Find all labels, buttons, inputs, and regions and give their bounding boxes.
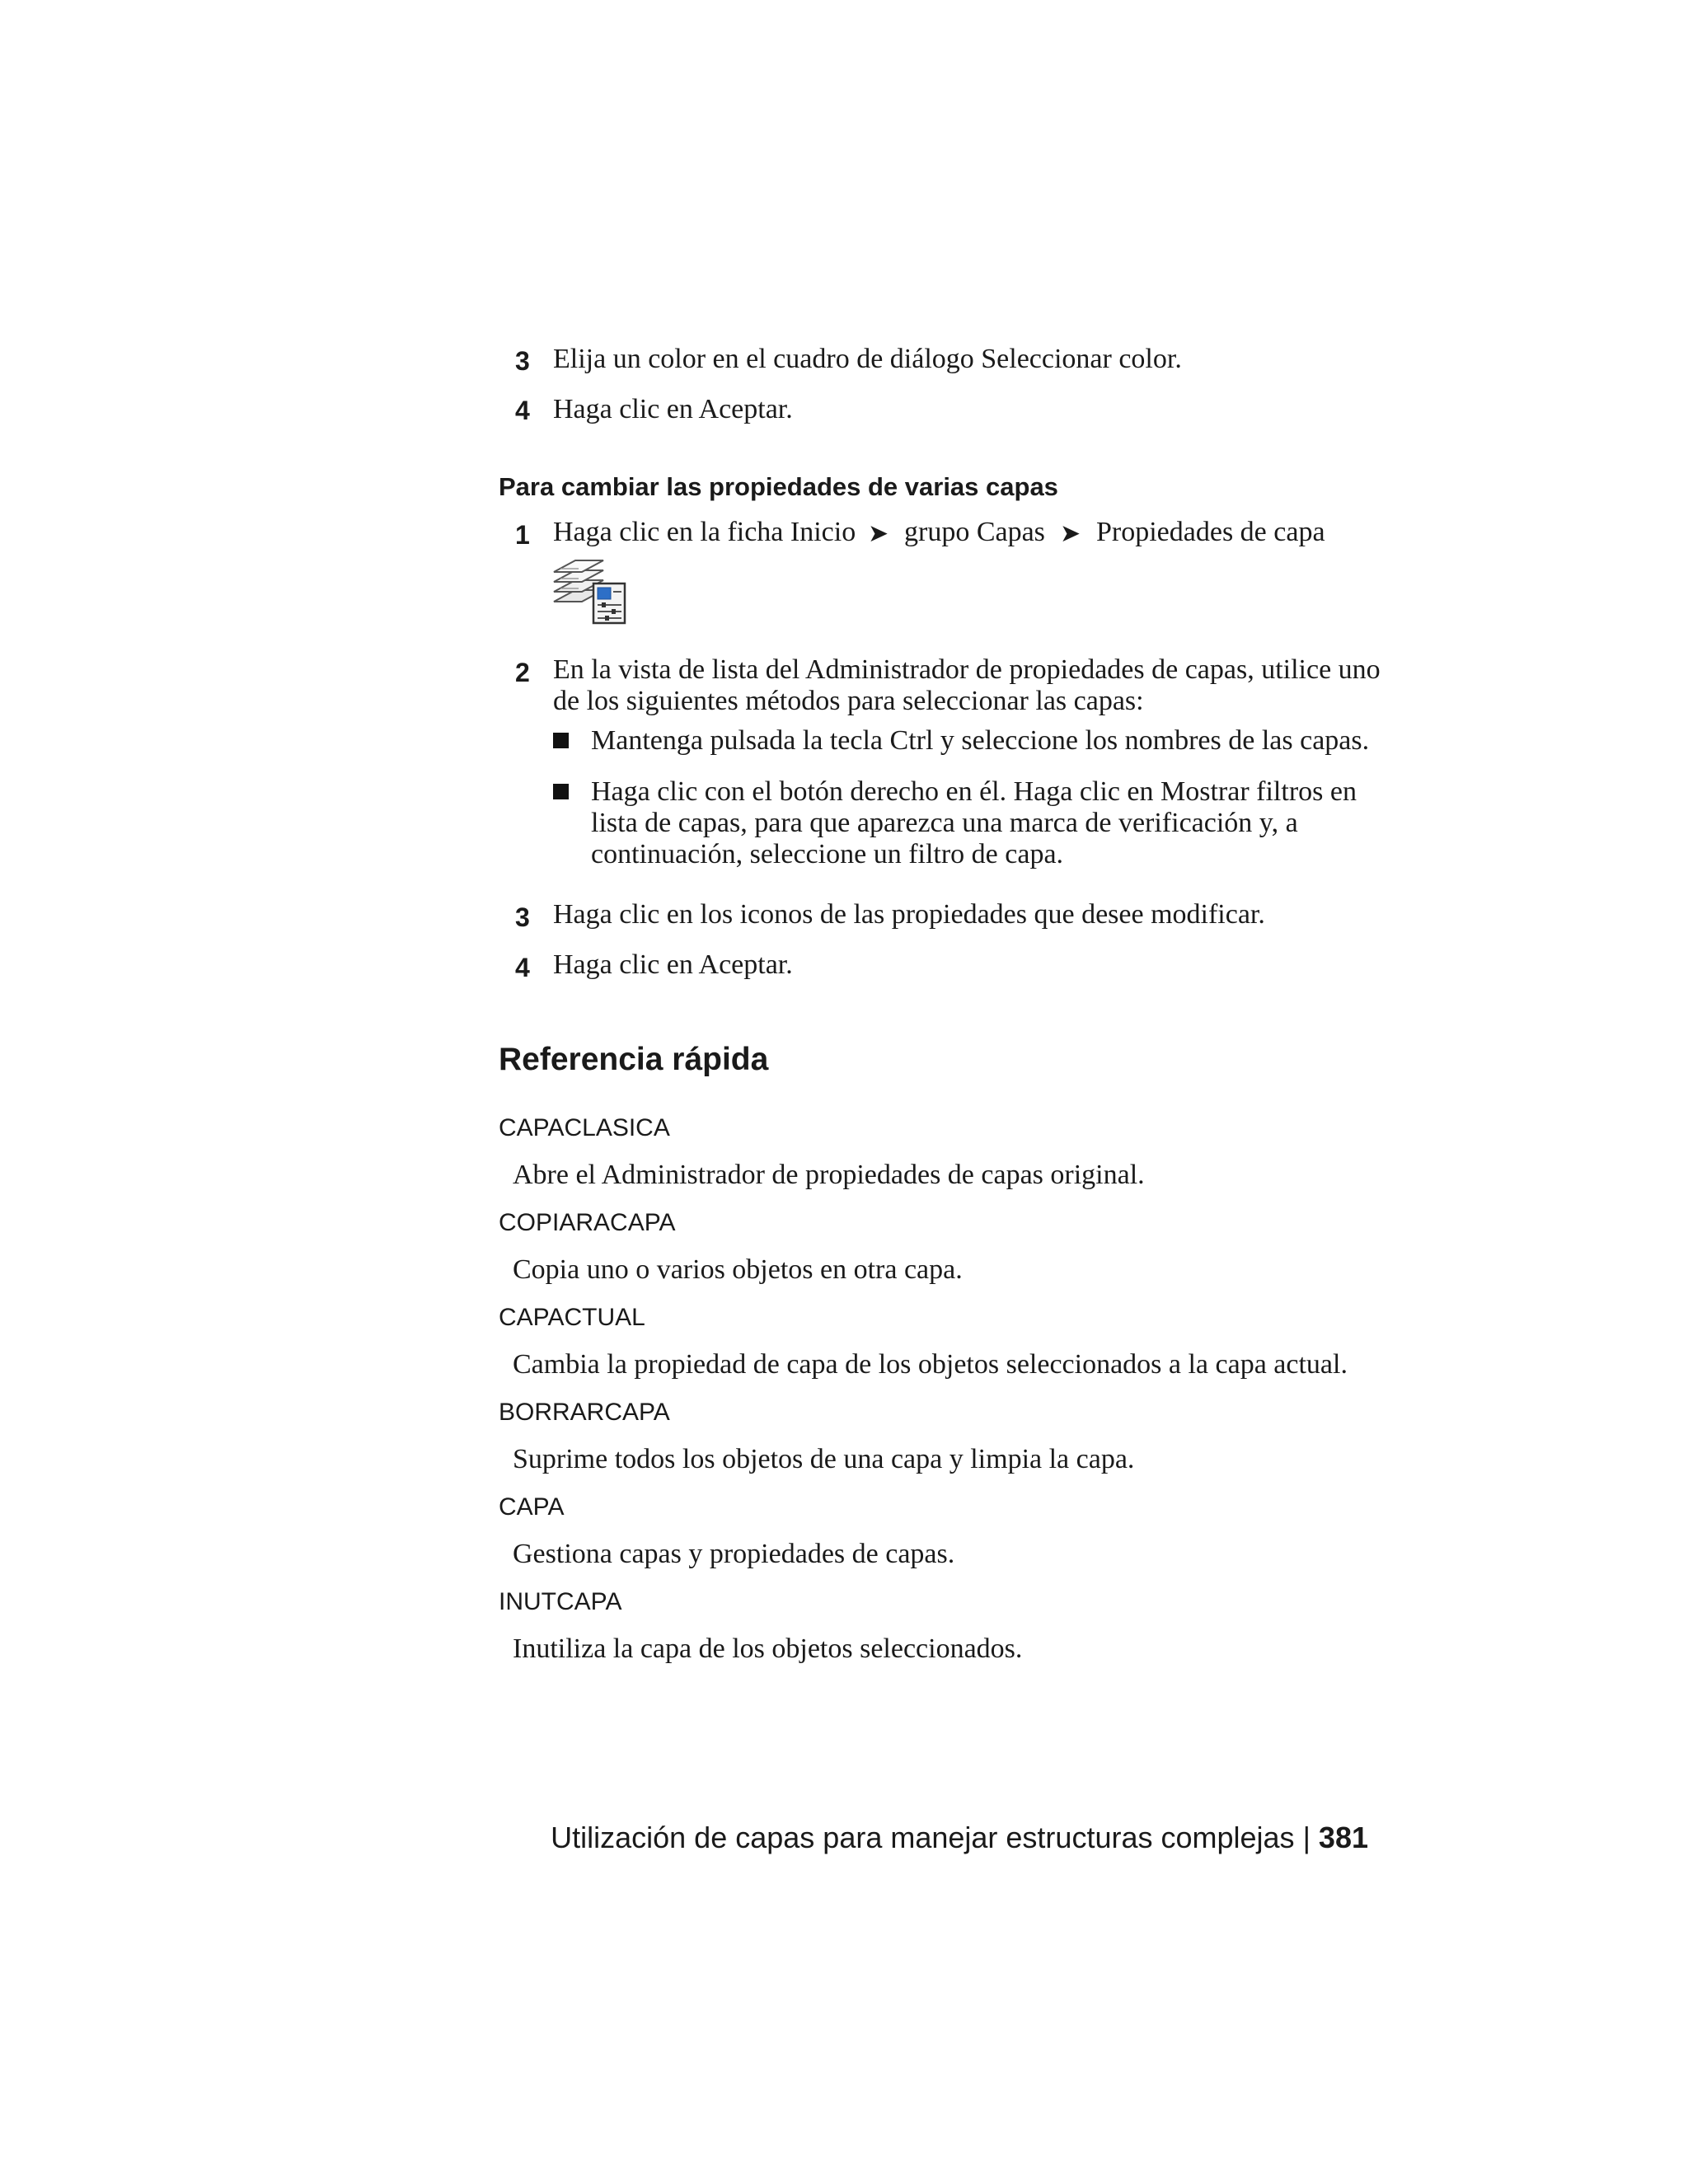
step-number: 2 — [515, 658, 530, 687]
step-text-part1: Haga clic en la ficha Inicio — [553, 517, 856, 547]
section-title: Referencia rápida — [499, 1042, 769, 1077]
command-description: Copia uno o varios objetos en otra capa. — [513, 1254, 963, 1285]
bullet-text-line3: continuación, seleccione un filtro de capa. — [591, 839, 1064, 869]
command-description: Gestiona capas y propiedades de capas. — [513, 1539, 955, 1569]
step-text-line1: En la vista de lista del Administrador de propiedades de capas, utilice uno — [553, 654, 1381, 685]
step-text: Elija un color en el cuadro de diálogo Seleccionar color. — [553, 344, 1182, 374]
footer-separator: | — [1302, 1821, 1311, 1854]
procedure-heading: Para cambiar las propiedades de varias capas — [499, 472, 1058, 501]
command-name[interactable]: INUTCAPA — [499, 1588, 622, 1615]
command-name[interactable]: BORRARCAPA — [499, 1399, 670, 1426]
step-text: Haga clic en Aceptar. — [553, 394, 793, 424]
bullet-text-line2: lista de capas, para que aparezca una marca de verificación y, a — [591, 808, 1298, 838]
chapter-title: Utilización de capas para manejar estructuras complejas — [551, 1821, 1295, 1854]
menu-arrow-icon: ➤ — [868, 519, 889, 548]
step-number: 4 — [515, 396, 530, 425]
step-text: Haga clic en los iconos de las propiedades que desee modificar. — [553, 899, 1265, 930]
step-number: 1 — [515, 520, 530, 550]
bullet-square-icon — [553, 784, 569, 799]
command-description: Cambia la propiedad de capa de los objetos seleccionados a la capa actual. — [513, 1349, 1348, 1380]
page-footer — [551, 1821, 1368, 1855]
step-number: 4 — [515, 953, 530, 982]
command-name[interactable]: CAPACTUAL — [499, 1304, 645, 1331]
command-name[interactable]: CAPA — [499, 1493, 565, 1521]
command-description: Abre el Administrador de propiedades de capas original. — [513, 1160, 1145, 1190]
bullet-text-line1: Haga clic con el botón derecho en él. Haga clic en Mostrar filtros en — [591, 776, 1357, 807]
bullet-text: Mantenga pulsada la tecla Ctrl y seleccione los nombres de las capas. — [591, 725, 1370, 756]
step-text-part2: grupo Capas — [904, 517, 1045, 547]
command-name[interactable]: COPIARACAPA — [499, 1209, 676, 1236]
layer-properties-icon — [552, 551, 628, 626]
command-description: Inutiliza la capa de los objetos seleccionados. — [513, 1633, 1023, 1664]
command-name[interactable]: CAPACLASICA — [499, 1114, 670, 1141]
step-number: 3 — [515, 346, 530, 376]
page-number: 381 — [1318, 1821, 1368, 1854]
step-text: Haga clic en Aceptar. — [553, 949, 793, 980]
bullet-square-icon — [553, 733, 569, 748]
command-description: Suprime todos los objetos de una capa y limpia la capa. — [513, 1444, 1135, 1474]
step-number: 3 — [515, 902, 530, 932]
step-text-part3: Propiedades de capa — [1096, 517, 1325, 547]
step-text-line2: de los siguientes métodos para seleccionar las capas: — [553, 686, 1144, 716]
menu-arrow-icon: ➤ — [1060, 519, 1081, 548]
